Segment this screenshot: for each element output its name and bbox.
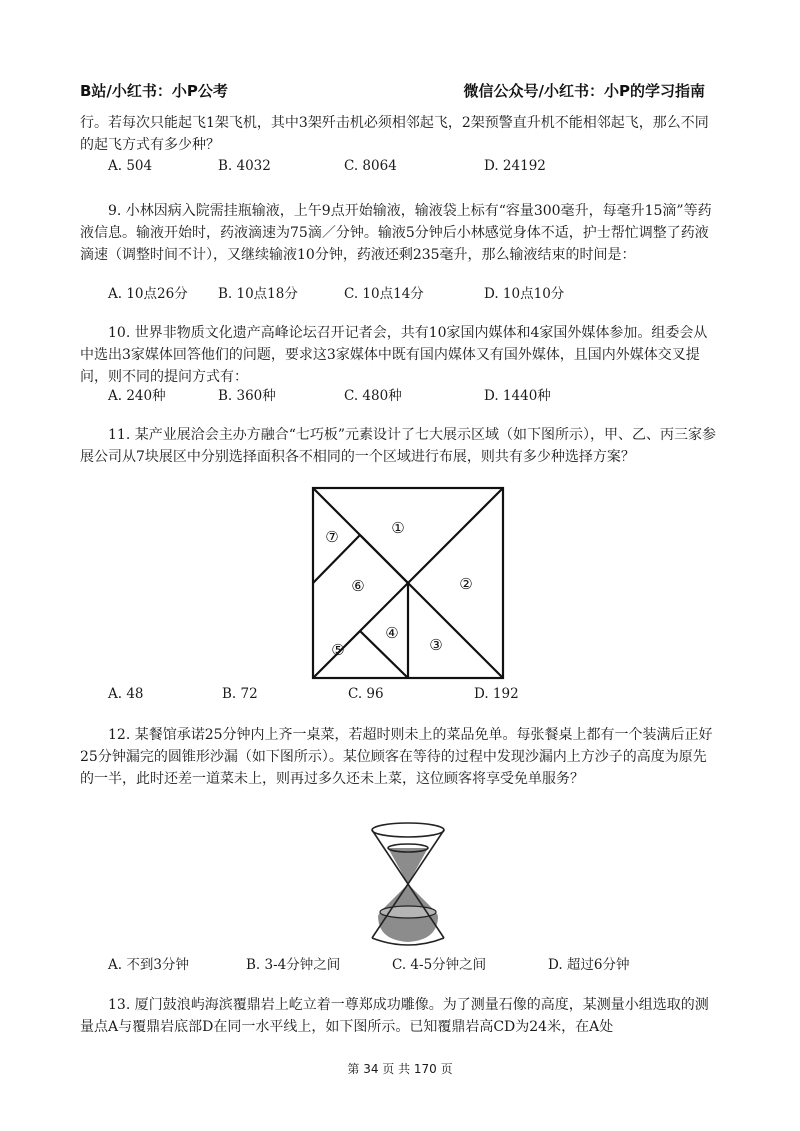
q12-option-b: B. 3-4分钟之间 xyxy=(246,957,341,973)
header-right-text: 微信公众号/小红书：小P的学习指南 xyxy=(463,82,705,100)
q12-option-a: A. 不到3分钟 xyxy=(108,957,189,973)
q8-option-a: A. 504 xyxy=(108,158,153,174)
tangram-label-7: ⑦ xyxy=(325,528,339,546)
q8-option-c: C. 8064 xyxy=(344,158,397,174)
q11-text: 11. 某产业展洽会主办方融合“七巧板”元素设计了七大展示区域（如下图所示），甲、乙、丙三家参展公司从7块展区中分别选择面积各不相同的一个区域进行布展，则共有多少种选择方案？ xyxy=(80,427,717,465)
tangram-label-1: ① xyxy=(391,519,405,537)
tangram-figure xyxy=(310,485,506,681)
q10-option-b: B. 360种 xyxy=(218,388,276,404)
tangram-label-3: ③ xyxy=(429,636,443,654)
tangram-label-2: ② xyxy=(459,575,473,593)
q11-option-a: A. 48 xyxy=(108,686,144,702)
q9-option-b: B. 10点18分 xyxy=(218,286,298,302)
q11-option-b: B. 72 xyxy=(222,686,258,702)
q12-option-c: C. 4-5分钟之间 xyxy=(392,957,487,973)
q9-text: 9. 小林因病入院需挂瓶输液，上午9点开始输液，输液袋上标有“容量300毫升，每毫升15滴”等药液信息。输液开始时，药液滴速为75滴／分钟。输液5分钟后小林感觉身体不适，护士帮忙调整了药液滴速（调整时间不计），又继续输液10分钟，药液还剩235毫升，那么输液结束的时间是： xyxy=(80,203,712,263)
q11-option-d: D. 192 xyxy=(474,686,519,702)
tangram-label-6: ⑥ xyxy=(351,577,365,595)
q9-option-a: A. 10点26分 xyxy=(108,286,188,302)
q10-option-c: C. 480种 xyxy=(344,388,402,404)
q10-option-a: A. 240种 xyxy=(108,388,166,404)
q10-text: 10. 世界非物质文化遗产高峰论坛召开记者会，共有10家国内媒体和4家国外媒体参加。组委会从中选出3家媒体回答他们的问题，要求这3家媒体中既有国内媒体又有国外媒体，且国内外媒体交叉提问，则不同的提问方式有： xyxy=(80,325,708,385)
q10-option-d: D. 1440种 xyxy=(484,388,551,404)
hourglass-figure xyxy=(360,820,456,950)
q12-text: 12. 某餐馆承诺25分钟内上齐一桌菜，若超时则未上的菜品免单。每张餐桌上都有一个装满后正好25分钟漏完的圆锥形沙漏（如下图所示）。某位顾客在等待的过程中发现沙漏内上方沙子的高度为原先的一半，此时还差一道菜未上，则再过多久还未上菜，这位顾客将享受免单服务？ xyxy=(80,727,713,787)
tangram-label-5: ⑤ xyxy=(331,641,345,659)
q8-option-b: B. 4032 xyxy=(218,158,271,174)
q8-text: 行。若每次只能起飞1架飞机，其中3架歼击机必须相邻起飞，2架预警直升机不能相邻起飞，那么不同的起飞方式有多少种？ xyxy=(80,115,709,153)
header-left-text: B站/小红书：小P公考 xyxy=(80,82,228,100)
q13-text: 13. 厦门鼓浪屿海滨覆鼎岩上屹立着一尊郑成功雕像。为了测量石像的高度，某测量小组选取的测量点A与覆鼎岩底部D在同一水平线上，如下图所示。已知覆鼎岩高CD为24米，在A处 xyxy=(80,997,709,1035)
q8-option-d: D. 24192 xyxy=(484,158,546,174)
q12-option-d: D. 超过6分钟 xyxy=(548,957,630,973)
q9-option-c: C. 10点14分 xyxy=(344,286,424,302)
q9-option-d: D. 10点10分 xyxy=(484,286,565,302)
tangram-label-4: ④ xyxy=(385,624,399,642)
q11-option-c: C. 96 xyxy=(348,686,384,702)
page-number: 第 34 页 共 170 页 xyxy=(347,1062,453,1076)
